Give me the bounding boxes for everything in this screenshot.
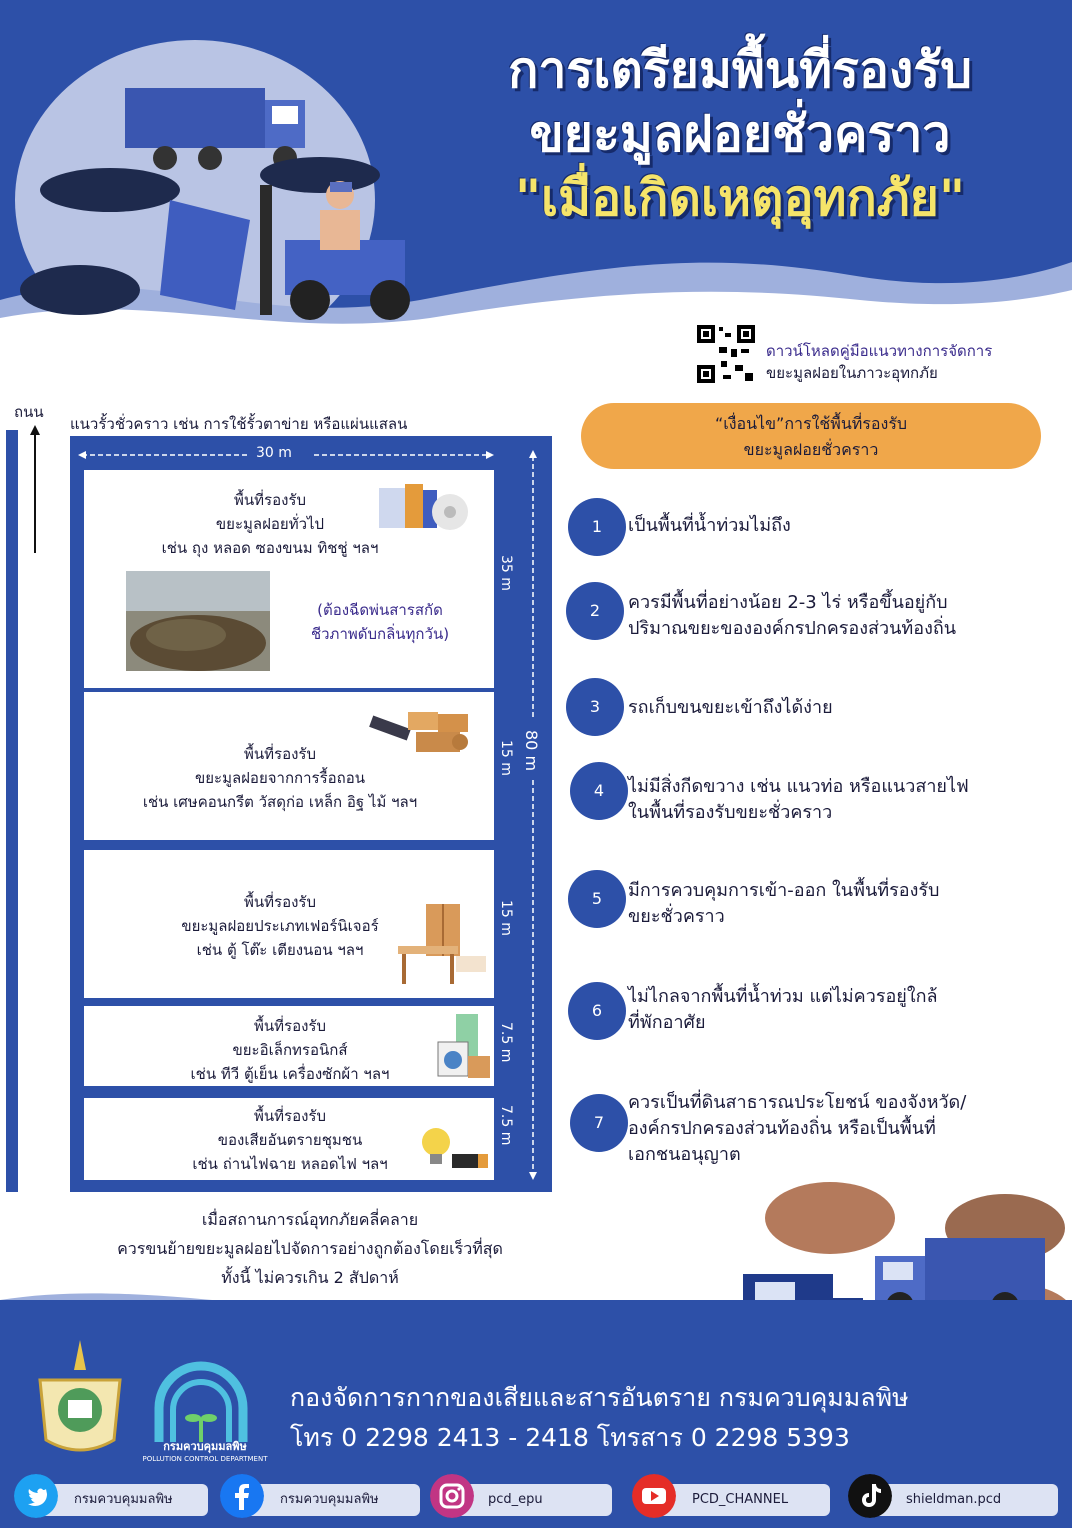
condition-3-text: รถเก็บขนขยะเข้าถึงได้ง่าย [628, 697, 833, 718]
condition-7-line-3: เอกชนอนุญาต [628, 1144, 741, 1165]
waste-pile-photo [126, 571, 270, 671]
pcd-name-th: กรมควบคุมมลพิษ [163, 1440, 247, 1453]
zone-4-title: พื้นที่รองรับ [254, 1017, 326, 1035]
removal-note [60, 1205, 560, 1292]
youtube-icon[interactable] [632, 1474, 676, 1518]
social-instagram-label: pcd_epu [488, 1492, 543, 1507]
condition-item [628, 590, 1058, 642]
condition-2-line-2: ปริมาณขยะขององค์กรปกครองส่วนท้องถิ่น [628, 618, 957, 639]
instagram-icon[interactable] [430, 1474, 474, 1518]
removal-note-line-2: ควรขนย้ายขยะมูลฝอยไปจัดการอย่างถูกต้องโดยเร็วที่สุด [117, 1239, 503, 1258]
condition-item [628, 984, 1058, 1036]
entrance-mark [70, 660, 84, 688]
fence-label: แนวรั้วชั่วคราว เช่น การใช้รั้วตาข่าย หรือแผ่นแสลน [70, 415, 408, 433]
construction-debris-icon [368, 702, 473, 762]
qr-caption-line-2: ขยะมูลฝอยในภาวะอุทกภัย [766, 364, 938, 382]
zone-1-title: พื้นที่รองรับ [234, 491, 306, 509]
condition-5-line-2: ขยะชั่วคราว [628, 906, 725, 927]
social-tiktok-label: shieldman.pcd [906, 1492, 1002, 1507]
zone-5-title: พื้นที่รองรับ [254, 1107, 326, 1125]
zone-1-subtitle: ขยะมูลฝอยทั่วไป [215, 515, 325, 533]
zone-3-dimension-label: 15 m [498, 900, 514, 936]
condition-6-line-2: ที่พักอาศัย [628, 1012, 706, 1033]
spray-note [280, 598, 480, 646]
condition-item [628, 878, 1058, 930]
header-banner [0, 0, 1072, 340]
conditions-header-line-2: ขยะมูลฝอยชั่วคราว [743, 440, 879, 459]
pcd-name [140, 1440, 270, 1466]
social-youtube-label: PCD_CHANNEL [692, 1492, 789, 1507]
condition-number-badge: 6 [568, 982, 626, 1040]
zone-2-title: พื้นที่รองรับ [244, 745, 316, 763]
condition-4-line-1: ไม่มีสิ่งกีดขวาง เช่น แนวท่อ หรือแนวสายไฟ [628, 776, 969, 797]
condition-4-line-2: ในพื้นที่รองรับขยะชั่วคราว [628, 802, 833, 823]
zone-5-dimension-label: 7.5 m [498, 1105, 514, 1146]
qr-caption [766, 340, 992, 384]
zone-hazardous-waste-text [140, 1104, 440, 1176]
appliance-icon [436, 1012, 492, 1082]
household-waste-icon [375, 478, 470, 536]
condition-2-line-1: ควรมีพื้นที่อย่างน้อย 2-3 ไร่ หรือขึ้นอยู่กับ [628, 592, 948, 613]
zone-4-subtitle: ขยะอิเล็กทรอนิกส์ [232, 1041, 348, 1059]
spray-note-line-2: ชีวภาพดับกลิ่นทุกวัน) [310, 625, 450, 643]
removal-note-line-3: ทั้งนี้ ไม่ควรเกิน 2 สัปดาห์ [221, 1268, 399, 1287]
arrow-up-icon [28, 425, 42, 555]
width-dimension-label: 30 m [256, 445, 292, 461]
condition-7-line-2: องค์กรปกครองส่วนท้องถิ่น หรือเป็นพื้นที่ [628, 1118, 936, 1139]
zone-2-subtitle: ขยะมูลฝอยจากการรื้อถอน [194, 769, 366, 787]
pcd-name-en: POLLUTION CONTROL DEPARTMENT [142, 1455, 268, 1463]
entrance-mark [70, 470, 84, 494]
zone-1-dimension-label: 35 m [498, 555, 514, 591]
footer-contact [290, 1378, 909, 1458]
condition-number-badge: 4 [570, 762, 628, 820]
zone-1-examples: เช่น ถุง หลอด ซองขนม ทิชชู่ ฯลฯ [161, 539, 379, 557]
removal-note-line-1: เมื่อสถานการณ์อุทกภัยคลี่คลาย [201, 1210, 419, 1229]
entrance-mark [70, 818, 84, 842]
conditions-header [581, 403, 1041, 469]
condition-6-line-1: ไม่ไกลจากพื้นที่น้ำท่วม แต่ไม่ควรอยู่ใกล้ [628, 986, 938, 1007]
condition-number-badge: 3 [566, 678, 624, 736]
zone-4-examples: เช่น ทีวี ตู้เย็น เครื่องซักผ้า ฯลฯ [190, 1065, 390, 1083]
condition-item [628, 774, 1058, 826]
condition-number-badge: 5 [568, 870, 626, 928]
title-line-1: การเตรียมพื้นที่รองรับ [508, 41, 972, 99]
condition-item [628, 513, 1058, 539]
title-line-2: ขยะมูลฝอยชั่วคราว [529, 105, 951, 163]
zone-furniture-waste-text [140, 890, 420, 962]
social-twitter-label: กรมควบคุมมลพิษ [74, 1492, 173, 1507]
total-length-dimension-line [526, 450, 540, 1180]
zone-5-examples: เช่น ถ่านไฟฉาย หลอดไฟ ฯลฯ [192, 1155, 388, 1173]
footer-phone: โทร 0 2298 2413 - 2418 โทรสาร 0 2298 5393 [290, 1423, 850, 1452]
zone-5-subtitle: ของเสียอันตรายชุมชน [217, 1131, 363, 1149]
zone-2-dimension-label: 15 m [498, 740, 514, 776]
zone-3-title: พื้นที่รองรับ [244, 893, 316, 911]
condition-item [628, 695, 1058, 721]
road-label: ถนน [14, 403, 44, 421]
social-facebook-label: กรมควบคุมมลพิษ [280, 1492, 379, 1507]
spray-note-line-1: (ต้องฉีดพ่นสารสกัด [317, 601, 443, 619]
page-title [430, 38, 1050, 230]
twitter-icon[interactable] [14, 1474, 58, 1518]
condition-7-line-1: ควรเป็นที่ดินสาธารณประโยชน์ ของจังหวัด/ [628, 1092, 967, 1113]
condition-number-badge: 1 [568, 498, 626, 556]
zone-2-examples: เช่น เศษคอนกรีต วัสดุก่อ เหล็ก อิฐ ไม้ ฯลฯ [142, 793, 418, 811]
forklift-truck-illustration [20, 70, 430, 330]
total-length-label: 80 m [522, 730, 541, 772]
zone-3-subtitle: ขยะมูลฝอยประเภทเฟอร์นิเจอร์ [181, 917, 379, 935]
condition-5-line-1: มีการควบคุมการเข้า-ออก ในพื้นที่รองรับ [628, 880, 940, 901]
battery-bulb-icon [418, 1124, 492, 1174]
zone-4-dimension-label: 7.5 m [498, 1022, 514, 1063]
zone-electronic-waste-text [140, 1014, 440, 1086]
width-dimension [78, 446, 494, 464]
title-line-3: "เมื่อเกิดเหตุอุทกภัย" [514, 169, 966, 227]
condition-number-badge: 7 [570, 1094, 628, 1152]
qr-code-icon[interactable] [695, 323, 757, 385]
conditions-header-line-1: “เงื่อนไข”การใช้พื้นที่รองรับ [714, 414, 908, 433]
facebook-icon[interactable] [220, 1474, 264, 1518]
government-seal-icon [30, 1340, 130, 1460]
condition-number-badge: 2 [566, 582, 624, 640]
furniture-icon [396, 900, 488, 990]
zone-3-examples: เช่น ตู้ โต๊ะ เตียงนอน ฯลฯ [196, 941, 364, 959]
tiktok-icon[interactable] [848, 1474, 892, 1518]
qr-caption-line-1: ดาวน์โหลดคู่มือแนวทางการจัดการ [766, 342, 993, 360]
condition-1-text: เป็นพื้นที่น้ำท่วมไม่ถึง [628, 515, 791, 536]
condition-item [628, 1090, 1058, 1168]
footer-org-name: กองจัดการกากของเสียและสารอันตราย กรมควบคุมมลพิษ [290, 1383, 909, 1412]
road-bar [6, 430, 18, 1192]
